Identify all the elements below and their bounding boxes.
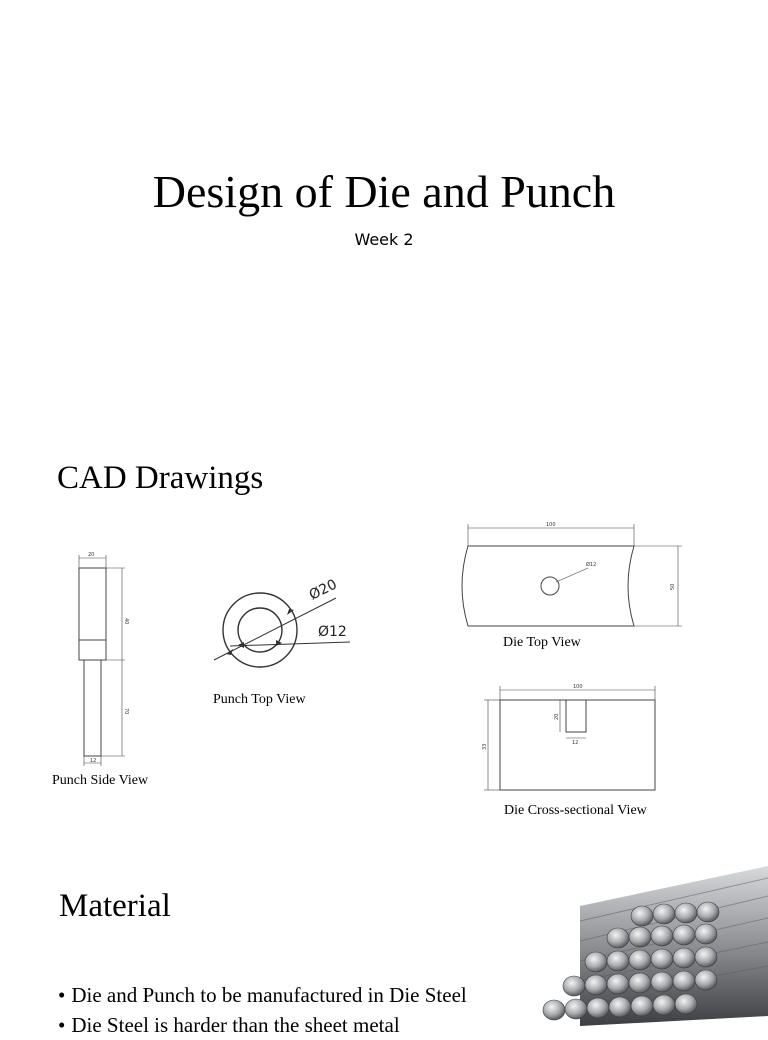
dim-die-width: 100 xyxy=(546,522,556,528)
slide-title: Design of Die and Punch xyxy=(152,166,616,217)
punch-side-view-drawing xyxy=(62,548,142,773)
slide-heading: Material xyxy=(59,888,171,924)
die-top-view-drawing xyxy=(448,516,698,641)
cad-drawings-slide xyxy=(0,430,768,850)
dim-cross-height: 33 xyxy=(482,743,488,750)
dim-bottom-width: 12 xyxy=(90,758,97,764)
dim-cross-depth: 20 xyxy=(554,713,560,720)
die-cross-section-drawing xyxy=(478,680,668,800)
bullet-item: • Die and Punch to be manufactured in Die Steel xyxy=(58,980,467,1010)
dim-cross-slot: 12 xyxy=(572,740,579,746)
dim-inner-diameter: Ø12 xyxy=(318,624,347,640)
dim-die-hole: Ø12 xyxy=(586,562,597,568)
punch-top-view-caption: Punch Top View xyxy=(213,692,306,707)
dim-die-height: 50 xyxy=(670,583,676,590)
punch-side-view-svg xyxy=(62,548,142,773)
die-cross-section-svg xyxy=(478,680,668,800)
die-cross-section-caption: Die Cross-sectional View xyxy=(504,803,647,818)
dim-upper-height: 40 xyxy=(123,618,129,625)
slide-subtitle: Week 2 xyxy=(354,230,414,249)
title-slide xyxy=(0,0,768,420)
dim-lower-height: 70 xyxy=(123,708,129,715)
dim-outer-diameter: Ø20 xyxy=(306,576,340,604)
die-top-view-svg xyxy=(448,516,698,641)
bullet-item: • Die Steel is harder than the sheet metal xyxy=(58,1010,467,1040)
slide-heading: CAD Drawings xyxy=(57,460,264,496)
die-top-view-caption: Die Top View xyxy=(503,635,581,650)
punch-top-view-drawing xyxy=(200,570,360,690)
material-slide xyxy=(0,860,768,1037)
punch-top-view-svg xyxy=(200,570,360,690)
material-bullet-list xyxy=(58,980,467,1040)
steel-rods-illustration xyxy=(520,866,768,1026)
dim-top-width: 20 xyxy=(88,552,95,558)
dim-cross-width: 100 xyxy=(573,684,583,690)
steel-rods-image xyxy=(520,866,768,1031)
punch-side-view-caption: Punch Side View xyxy=(52,773,149,788)
